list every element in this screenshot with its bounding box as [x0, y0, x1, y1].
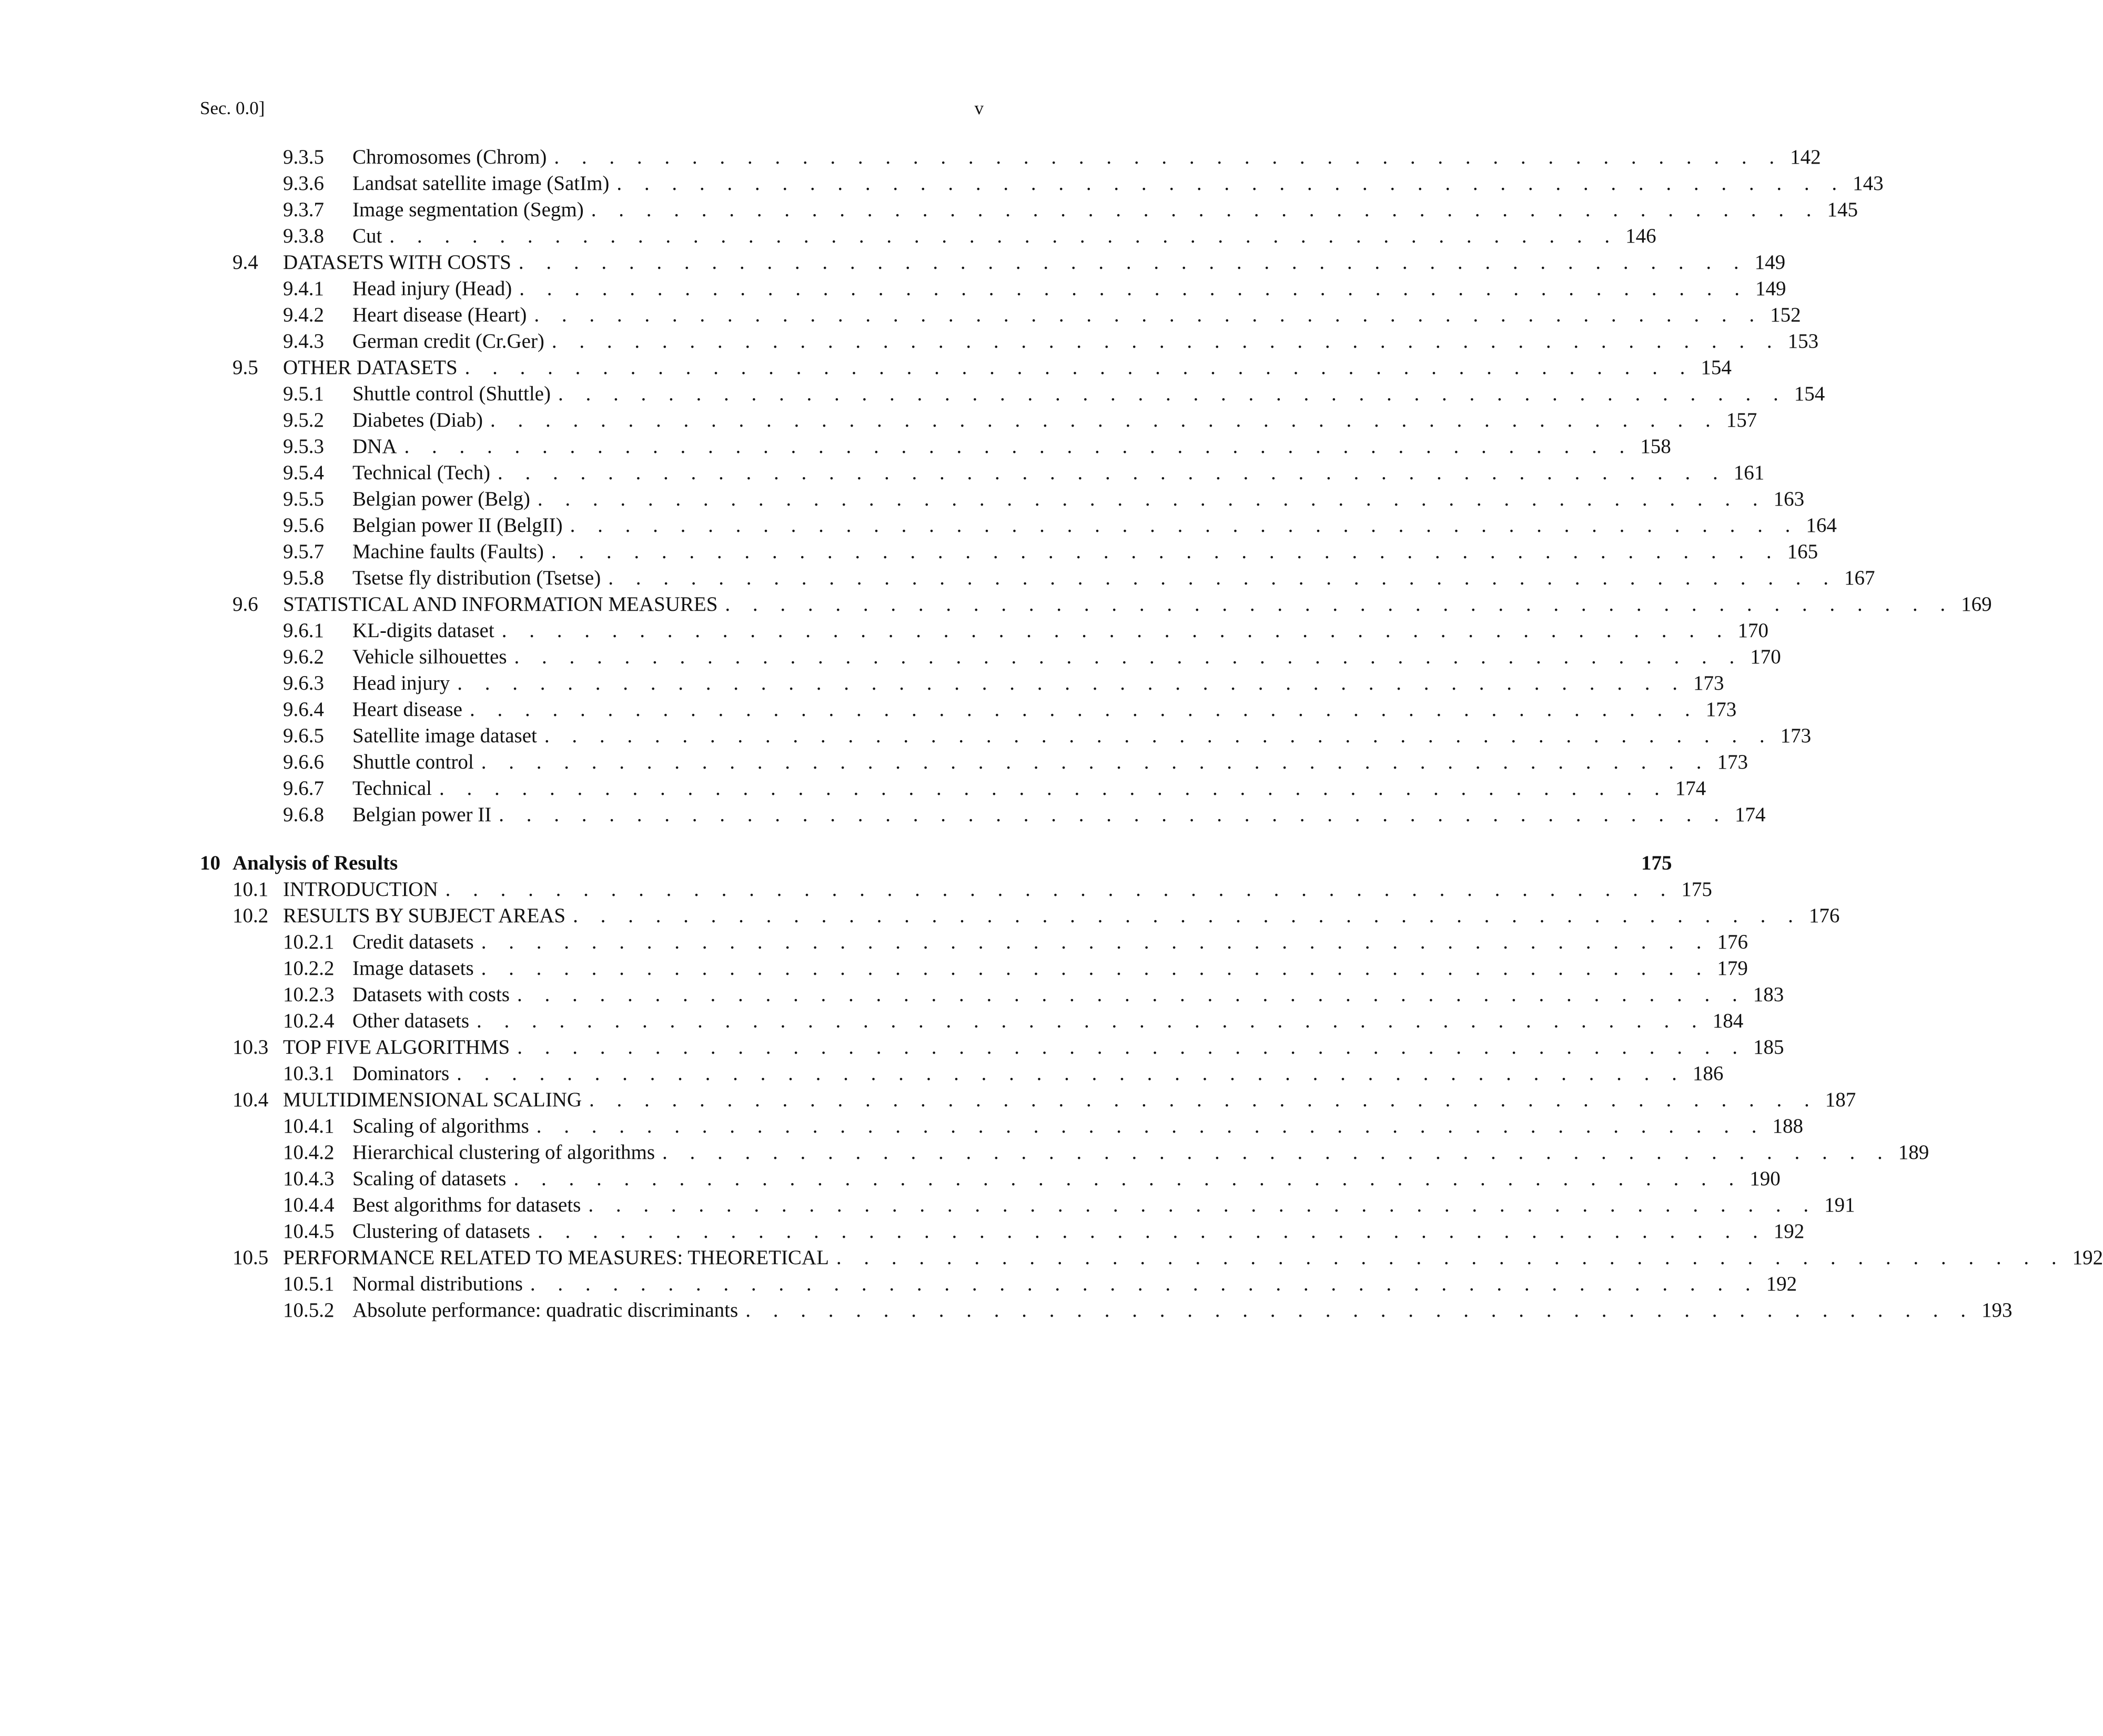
toc-entry-title: TOP FIVE ALGORITHMS — [283, 1036, 510, 1058]
toc-entry[interactable] — [200, 1297, 2013, 1324]
toc-entry-number: 9.6.2 — [283, 645, 324, 668]
toc-entry-page: 185 — [1753, 1036, 1784, 1058]
toc-entry-title: Hierarchical clustering of algorithms — [352, 1141, 655, 1164]
toc-entry-page: 152 — [1770, 304, 1801, 326]
toc-entry-page: 192 — [1766, 1273, 1797, 1295]
toc-entry-line — [352, 749, 1748, 775]
toc-entry-number: 9.6 — [232, 593, 258, 615]
chapter-spacer — [200, 828, 984, 850]
toc-entry-line — [352, 929, 1748, 955]
dot-leader: . . . . . . . . . . . . . . . . . . . . . . . . . . . . . . . . . . . . . . . . . . . . . — [519, 277, 1748, 300]
toc-entry[interactable] — [200, 903, 1840, 929]
toc-entry-line — [352, 223, 1656, 249]
toc-entry-title: DNA — [352, 435, 397, 458]
toc-entry-title: INTRODUCTION — [283, 878, 438, 901]
dot-leader: . . . . . . . . . . . . . . . . . . . . . . . . . . . . . . . . . . . . . . . . . . . . . — [518, 251, 1748, 274]
toc-entry[interactable] — [200, 618, 1768, 644]
toc-entry[interactable] — [200, 670, 1724, 697]
toc-entry[interactable] — [200, 539, 1818, 565]
toc-entry-number: 10.2.4 — [283, 1010, 335, 1032]
toc-entry-title: Shuttle control (Shuttle) — [352, 382, 551, 405]
running-header — [200, 98, 984, 124]
toc-entry-title: Absolute performance: quadratic discriminants — [352, 1299, 739, 1321]
toc-entry-number: 10.2.1 — [283, 931, 335, 953]
toc-entry-page: 165 — [1787, 540, 1818, 563]
toc-entry-number: 9.3.6 — [283, 172, 324, 195]
toc-entry[interactable] — [200, 955, 1748, 982]
toc-entry-line — [352, 1008, 1744, 1034]
toc-entry-page: 174 — [1675, 777, 1706, 800]
toc-entry-title: PERFORMANCE RELATED TO MEASURES: THEORETICAL — [283, 1246, 829, 1269]
toc-entry-number: 9.5.3 — [283, 435, 324, 458]
toc-entry-number: 9.4.1 — [283, 277, 324, 300]
toc-entry-title: Scaling of algorithms — [352, 1115, 529, 1137]
toc-entry-page: 174 — [1735, 803, 1766, 826]
toc-entry-page: 176 — [1717, 931, 1748, 953]
toc-entry-number: 9.6.6 — [283, 751, 324, 773]
toc-entry-title: Clustering of datasets — [352, 1220, 530, 1243]
dot-leader: . . . . . . . . . . . . . . . . . . . . . . . . . . . . . . . . . . . . . . . . . . . . . — [836, 1246, 2066, 1269]
toc-entry-line — [283, 1034, 1784, 1061]
toc-entry-page: 173 — [1705, 698, 1737, 721]
dot-leader: . . . . . . . . . . . . . . . . . . . . . . . . . . . . . . . . . . . . . . . . . . . . . — [591, 198, 1820, 221]
toc-entry-line — [352, 328, 1819, 355]
toc-entry-title: Image segmentation (Segm) — [352, 198, 584, 221]
toc-entry-page: 169 — [1961, 593, 1992, 615]
toc-entry-title: Shuttle control — [352, 751, 474, 773]
toc-entry[interactable] — [200, 775, 1706, 802]
toc-entry[interactable] — [200, 144, 1821, 170]
toc-entry-page: 143 — [1853, 172, 1884, 195]
toc-entry-page: 154 — [1794, 382, 1825, 405]
toc-entry-title: German credit (Cr.Ger) — [352, 330, 544, 352]
toc-entry-number: 10.2 — [232, 904, 269, 927]
toc-entry-number: 10.3 — [232, 1036, 269, 1058]
toc-entry-title: Belgian power (Belg) — [352, 488, 530, 510]
dot-leader: . . . . . . . . . . . . . . . . . . . . . . . . . . . . . . . . . . . . . . . . . . . . . — [513, 1167, 1743, 1190]
toc-entry[interactable] — [200, 512, 1837, 539]
toc-entry[interactable] — [200, 1034, 1784, 1061]
dot-leader: . . . . . . . . . . . . . . . . . . . . . . . . . . . . . . . . . . . . . . . . . . . . . — [439, 777, 1669, 800]
dot-leader: . . . . . . . . . . . . . . . . . . . . . . . . . . . . . . . . . . . . . . . . . . . . . — [469, 698, 1699, 721]
toc-entry-page: 170 — [1737, 619, 1768, 642]
toc-entry-number: 9.3.7 — [283, 198, 324, 221]
toc-entry-title: DATASETS WITH COSTS — [283, 251, 511, 274]
toc-entry-number: 9.4.2 — [283, 304, 324, 326]
toc-entry-page: 179 — [1717, 957, 1748, 980]
toc-entry-title: Belgian power II (BelgII) — [352, 514, 563, 537]
toc-entry-number: 9.4.3 — [283, 330, 324, 352]
toc-entry-title: Head injury (Head) — [352, 277, 512, 300]
toc-entry[interactable] — [200, 223, 1656, 249]
toc-entry-line — [352, 539, 1818, 565]
toc-entry-line — [352, 302, 1801, 328]
dot-leader: . . . . . . . . . . . . . . . . . . . . . . . . . . . . . . . . . . . . . . . . . . . . . — [551, 540, 1781, 563]
toc-entry[interactable] — [200, 170, 1884, 197]
toc-entry[interactable] — [200, 1087, 1856, 1113]
toc-entry-line — [352, 1166, 1781, 1192]
toc-entry[interactable] — [200, 929, 1748, 955]
toc-entry-page: 142 — [1790, 146, 1821, 168]
toc-entry-number: 9.3.5 — [283, 146, 324, 168]
dot-leader: . . . . . . . . . . . . . . . . . . . . . . . . . . . . . . . . . . . . . . . . . . . . . — [573, 904, 1802, 927]
dot-leader: . . . . . . . . . . . . . . . . . . . . . . . . . . . . . . . . . . . . . . . . . . . . . — [481, 931, 1710, 953]
toc-entry-line — [352, 670, 1724, 697]
toc-entry-number: 10.2.2 — [283, 957, 335, 980]
toc-entry-line — [352, 1061, 1724, 1087]
toc-entry-page: 175 — [1641, 852, 1672, 874]
toc-entry[interactable] — [200, 565, 1875, 591]
toc-entry[interactable] — [200, 802, 1766, 828]
toc-entry-line — [352, 144, 1821, 170]
toc-entry-page: 184 — [1712, 1010, 1744, 1032]
toc-entry-number: 10.3.1 — [283, 1062, 335, 1085]
toc-entry-page: 145 — [1827, 198, 1858, 221]
toc-entry-title: Technical — [352, 777, 432, 800]
toc-entry-line — [352, 1113, 1804, 1139]
toc-entry[interactable] — [200, 433, 1671, 460]
toc-entry-line — [352, 697, 1737, 723]
toc-entry-line — [283, 249, 1786, 276]
toc-entry-line — [352, 982, 1784, 1008]
toc-entry-number: 9.5.4 — [283, 461, 324, 484]
toc-entry-page: 163 — [1773, 488, 1805, 510]
toc-entry-title: Satellite image dataset — [352, 724, 537, 747]
toc-entry[interactable] — [200, 355, 1732, 381]
toc-entry-page: 183 — [1753, 983, 1784, 1006]
toc-entry-title: Diabetes (Diab) — [352, 409, 483, 431]
toc-entry-number: 10.4 — [232, 1088, 269, 1111]
toc-entry-number: 9.5.2 — [283, 409, 324, 431]
toc-entry[interactable] — [200, 197, 1858, 223]
toc-entry-title: Credit datasets — [352, 931, 474, 953]
toc-entry-title: Other datasets — [352, 1010, 470, 1032]
toc-entry-page: 167 — [1844, 567, 1875, 589]
toc-entry[interactable] — [200, 1113, 1804, 1139]
dot-leader: . . . . . . . . . . . . . . . . . . . . . . . . . . . . . . . . . . . . . . . . . . . . . — [490, 409, 1720, 431]
toc-entry[interactable] — [200, 749, 1748, 775]
dot-leader: . . . . . . . . . . . . . . . . . . . . . . . . . . . . . . . . . . . . . . . . . . . . . — [589, 1088, 1818, 1111]
toc-entry-title: Vehicle silhouettes — [352, 645, 507, 668]
toc-entry-page: 192 — [1773, 1220, 1805, 1243]
dot-leader: . . . . . . . . . . . . . . . . . . . . . . . . . . . . . . . . . . . . . . . . . . . . . — [558, 382, 1787, 405]
toc-entry[interactable] — [200, 276, 1786, 302]
toc-entry-page: 187 — [1825, 1088, 1856, 1111]
toc-entry[interactable] — [200, 1061, 1724, 1087]
toc-entry-line — [352, 1192, 1855, 1218]
toc-entry-line — [283, 591, 1992, 618]
toc-entry[interactable] — [200, 302, 1801, 328]
toc-entry[interactable] — [200, 486, 1805, 512]
toc-entry-number: 9.6.4 — [283, 698, 324, 721]
page-number: v — [974, 98, 984, 118]
toc-entry[interactable] — [200, 1271, 1797, 1297]
toc-entry-number: 9.5.7 — [283, 540, 324, 563]
dot-leader: . . . . . . . . . . . . . . . . . . . . . . . . . . . . . . . . . . . . . . . . . . . . . — [404, 435, 1633, 458]
dot-leader: . . . . . . . . . . . . . . . . . . . . . . . . . . . . . . . . . . . . . . . . . . . . . — [477, 1010, 1706, 1032]
toc-entry-number: 9.6.7 — [283, 777, 324, 800]
toc-entry-line — [352, 1139, 1929, 1166]
dot-leader: . . . . . . . . . . . . . . . . . . . . . . . . . . . . . . . . . . . . . . . . . . . . . — [537, 1220, 1767, 1243]
toc-entry[interactable] — [200, 644, 1781, 670]
toc-entry-line — [352, 512, 1837, 539]
dot-leader: . . . . . . . . . . . . . . . . . . . . . . . . . . . . . . . . . . . . . . . . . . . . . — [662, 1141, 1892, 1164]
toc-entry-title: MULTIDIMENSIONAL SCALING — [283, 1088, 582, 1111]
toc-entry-number: 10.4.1 — [283, 1115, 335, 1137]
toc-entry[interactable] — [200, 697, 1737, 723]
toc-entry-line — [352, 276, 1786, 302]
toc-entry-line — [352, 955, 1748, 982]
toc-entry-number: 10.4.2 — [283, 1141, 335, 1164]
toc-entry-title: STATISTICAL AND INFORMATION MEASURES — [283, 593, 718, 615]
toc-entry-number: 9.5.5 — [283, 488, 324, 510]
toc-chapter-entry[interactable] — [200, 850, 1672, 876]
toc-entry-number: 9.6.1 — [283, 619, 324, 642]
dot-leader: . . . . . . . . . . . . . . . . . . . . . . . . . . . . . . . . . . . . . . . . . . . . . — [745, 1299, 1975, 1321]
dot-leader: . . . . . . . . . . . . . . . . . . . . . . . . . . . . . . . . . . . . . . . . . . . . . — [534, 304, 1763, 326]
toc-entry-title: Heart disease — [352, 698, 462, 721]
toc-entry-page: 173 — [1717, 751, 1748, 773]
toc-entry-page: 161 — [1733, 461, 1765, 484]
toc-entry-page: 186 — [1692, 1062, 1724, 1085]
toc-entry-line — [352, 1218, 1805, 1245]
toc-entry-number: 9.5.6 — [283, 514, 324, 537]
toc-entry-number: 9.5.1 — [283, 382, 324, 405]
toc-entry-number: 10.4.5 — [283, 1220, 335, 1243]
dot-leader: . . . . . . . . . . . . . . . . . . . . . . . . . . . . . . . . . . . . . . . . . . . . . — [588, 1194, 1817, 1216]
toc-entry-title: Landsat satellite image (SatIm) — [352, 172, 610, 195]
dot-leader: . . . . . . . . . . . . . . . . . . . . . . . . . . . . . . . . . . . . . . . . . . . . . — [389, 225, 1619, 247]
toc-entry-line — [352, 407, 1757, 433]
toc-entry-title: Scaling of datasets — [352, 1167, 507, 1190]
toc-entry[interactable] — [200, 982, 1784, 1008]
dot-leader: . . . . . . . . . . . . . . . . . . . . . . . . . . . . . . . . . . . . . . . . . . . . . — [570, 514, 1799, 537]
toc-entry-line — [352, 1271, 1797, 1297]
toc-entry-page: 154 — [1701, 356, 1732, 379]
toc-entry-page: 192 — [2072, 1246, 2103, 1269]
toc-entry[interactable] — [200, 1166, 1781, 1192]
toc-entry-title: Technical (Tech) — [352, 461, 490, 484]
dot-leader: . . . . . . . . . . . . . . . . . . . . . . . . . . . . . . . . . . . . . . . . . . . . . — [608, 567, 1837, 589]
dot-leader: . . . . . . . . . . . . . . . . . . . . . . . . . . . . . . . . . . . . . . . . . . . . . — [517, 983, 1746, 1006]
section-label: Sec. 0.0] — [200, 98, 265, 118]
toc-entry-number: 10 — [200, 852, 220, 874]
toc-entry-title: Datasets with costs — [352, 983, 510, 1006]
toc-entry[interactable] — [200, 249, 1786, 276]
toc-entry-number: 9.4 — [232, 251, 258, 274]
toc-entry[interactable] — [200, 591, 1992, 618]
dot-leader: . . . . . . . . . . . . . . . . . . . . . . . . . . . . . . . . . . . . . . . . . . . . . — [725, 593, 1954, 615]
toc-entry-number: 10.5.2 — [283, 1299, 335, 1321]
dot-leader: . . . . . . . . . . . . . . . . . . . . . . . . . . . . . . . . . . . . . . . . . . . . . — [530, 1273, 1760, 1295]
toc-entry[interactable] — [200, 1139, 1929, 1166]
toc-entry-page: 176 — [1808, 904, 1840, 927]
toc-entry-page: 153 — [1787, 330, 1819, 352]
toc-entry-line — [352, 775, 1706, 802]
dot-leader: . . . . . . . . . . . . . . . . . . . . . . . . . . . . . . . . . . . . . . . . . . . . . — [551, 330, 1781, 352]
toc-entry-page: 175 — [1681, 878, 1712, 901]
toc-entry-title: Machine faults (Faults) — [352, 540, 544, 563]
toc-entry[interactable] — [200, 1245, 2103, 1271]
toc-entry-line — [283, 1087, 1856, 1113]
toc-entry-title: Cut — [352, 225, 382, 247]
toc-entry-page: 189 — [1898, 1141, 1929, 1164]
dot-leader: . . . . . . . . . . . . . . . . . . . . . . . . . . . . . . . . . . . . . . . . . . . . . — [554, 146, 1783, 168]
toc-entry-line — [352, 381, 1825, 407]
toc-entry-line — [283, 876, 1712, 903]
toc-entry-page: 149 — [1754, 251, 1786, 274]
toc-entry-line — [352, 433, 1671, 460]
toc-entry[interactable] — [200, 876, 1712, 903]
toc-entry-title: Best algorithms for datasets — [352, 1194, 581, 1216]
toc-entry-page: 170 — [1750, 645, 1781, 668]
toc-entry[interactable] — [200, 1192, 1855, 1218]
dot-leader: . . . . . . . . . . . . . . . . . . . . . . . . . . . . . . . . . . . . . . . . . . . . . — [499, 803, 1728, 826]
toc-entry-number: 9.6.5 — [283, 724, 324, 747]
toc-entry[interactable] — [200, 381, 1825, 407]
toc-entry[interactable] — [200, 407, 1757, 433]
toc-entry-title: OTHER DATASETS — [283, 356, 458, 379]
toc-entry-line — [352, 644, 1781, 670]
toc-entry-number: 9.5.8 — [283, 567, 324, 589]
toc-entry-number: 9.6.8 — [283, 803, 324, 826]
toc-entry-title: Dominators — [352, 1062, 450, 1085]
dot-leader: . . . . . . . . . . . . . . . . . . . . . . . . . . . . . . . . . . . . . . . . . . . . . — [457, 672, 1686, 694]
toc-entry[interactable] — [200, 328, 1819, 355]
toc-entry-page: 191 — [1824, 1194, 1855, 1216]
toc-entry-title: Belgian power II — [352, 803, 492, 826]
toc-entry-number: 10.4.4 — [283, 1194, 335, 1216]
toc-entry-page: 146 — [1625, 225, 1656, 247]
dot-leader: . . . . . . . . . . . . . . . . . . . . . . . . . . . . . . . . . . . . . . . . . . . . . — [445, 878, 1674, 901]
toc-entry-line — [283, 1245, 2103, 1271]
dot-leader: . . . . . . . . . . . . . . . . . . . . . . . . . . . . . . . . . . . . . . . . . . . . . — [481, 957, 1710, 980]
toc-entry-number: 10.5 — [232, 1246, 269, 1269]
toc-entry-line — [283, 903, 1840, 929]
toc-entry-number: 10.1 — [232, 878, 269, 901]
toc-entry-title: Image datasets — [352, 957, 474, 980]
toc-entry-line — [352, 565, 1875, 591]
toc-entry-title: KL-digits dataset — [352, 619, 494, 642]
table-of-contents — [200, 144, 2103, 1324]
toc-section-10 — [200, 850, 2103, 1324]
toc-entry-number: 10.4.3 — [283, 1167, 335, 1190]
toc-entry-page: 158 — [1640, 435, 1671, 458]
dot-leader: . . . . . . . . . . . . . . . . . . . . . . . . . . . . . . . . . . . . . . . . . . . . . — [517, 1036, 1746, 1058]
dot-leader: . . . . . . . . . . . . . . . . . . . . . . . . . . . . . . . . . . . . . . . . . . . . . — [457, 1062, 1686, 1085]
dot-leader: . . . . . . . . . . . . . . . . . . . . . . . . . . . . . . . . . . . . . . . . . . . . . — [536, 1115, 1766, 1137]
toc-entry[interactable] — [200, 723, 1812, 749]
toc-entry-line — [352, 486, 1805, 512]
toc-entry-line — [352, 170, 1884, 197]
toc-entry-number: 10.2.3 — [283, 983, 335, 1006]
toc-entry-number: 9.6.3 — [283, 672, 324, 694]
toc-entry-page: 173 — [1780, 724, 1812, 747]
toc-entry-title: RESULTS BY SUBJECT AREAS — [283, 904, 566, 927]
dot-leader: . . . . . . . . . . . . . . . . . . . . . . . . . . . . . . . . . . . . . . . . . . . . . — [481, 751, 1710, 773]
toc-entry-title: Chromosomes (Chrom) — [352, 146, 547, 168]
toc-entry[interactable] — [200, 460, 1765, 486]
toc-entry-line — [352, 802, 1766, 828]
toc-entry-page: 193 — [1981, 1299, 2013, 1321]
toc-entry-title: Head injury — [352, 672, 450, 694]
toc-entry-line — [352, 460, 1765, 486]
dot-leader: . . . . . . . . . . . . . . . . . . . . . . . . . . . . . . . . . . . . . . . . . . . . . — [501, 619, 1731, 642]
dot-leader: . . . . . . . . . . . . . . . . . . . . . . . . . . . . . . . . . . . . . . . . . . . . . — [537, 488, 1767, 510]
toc-entry-number: 10.5.1 — [283, 1273, 335, 1295]
toc-section-9 — [200, 144, 1992, 828]
toc-entry[interactable] — [200, 1008, 1744, 1034]
toc-entry-page: 157 — [1726, 409, 1757, 431]
dot-leader: . . . . . . . . . . . . . . . . . . . . . . . . . . . . . . . . . . . . . . . . . . . . . — [544, 724, 1774, 747]
toc-entry-page: 164 — [1806, 514, 1837, 537]
toc-entry-title: Analysis of Results — [232, 852, 398, 874]
toc-entry-page: 149 — [1755, 277, 1786, 300]
toc-entry-title: Normal distributions — [352, 1273, 523, 1295]
dot-leader: . . . . . . . . . . . . . . . . . . . . . . . . . . . . . . . . . . . . . . . . . . . . . — [497, 461, 1727, 484]
toc-entry-line — [283, 355, 1732, 381]
toc-entry-title: Heart disease (Heart) — [352, 304, 527, 326]
dot-leader: . . . . . . . . . . . . . . . . . . . . . . . . . . . . . . . . . . . . . . . . . . . . . — [514, 645, 1743, 668]
toc-entry[interactable] — [200, 1218, 1805, 1245]
toc-entry-title: Tsetse fly distribution (Tsetse) — [352, 567, 601, 589]
toc-entry-page: 173 — [1693, 672, 1724, 694]
toc-entry-page: 188 — [1772, 1115, 1804, 1137]
toc-entry-line — [352, 1297, 2013, 1324]
toc-entry-line — [232, 850, 1672, 876]
toc-entry-line — [352, 723, 1812, 749]
toc-entry-line — [352, 197, 1858, 223]
toc-entry-number: 9.3.8 — [283, 225, 324, 247]
toc-entry-page: 190 — [1750, 1167, 1781, 1190]
dot-leader: . . . . . . . . . . . . . . . . . . . . . . . . . . . . . . . . . . . . . . . . . . . . . — [464, 356, 1694, 379]
toc-entry-number: 9.5 — [232, 356, 258, 379]
dot-leader: . . . . . . . . . . . . . . . . . . . . . . . . . . . . . . . . . . . . . . . . . . . . . — [616, 172, 1846, 195]
toc-entry-line — [352, 618, 1768, 644]
